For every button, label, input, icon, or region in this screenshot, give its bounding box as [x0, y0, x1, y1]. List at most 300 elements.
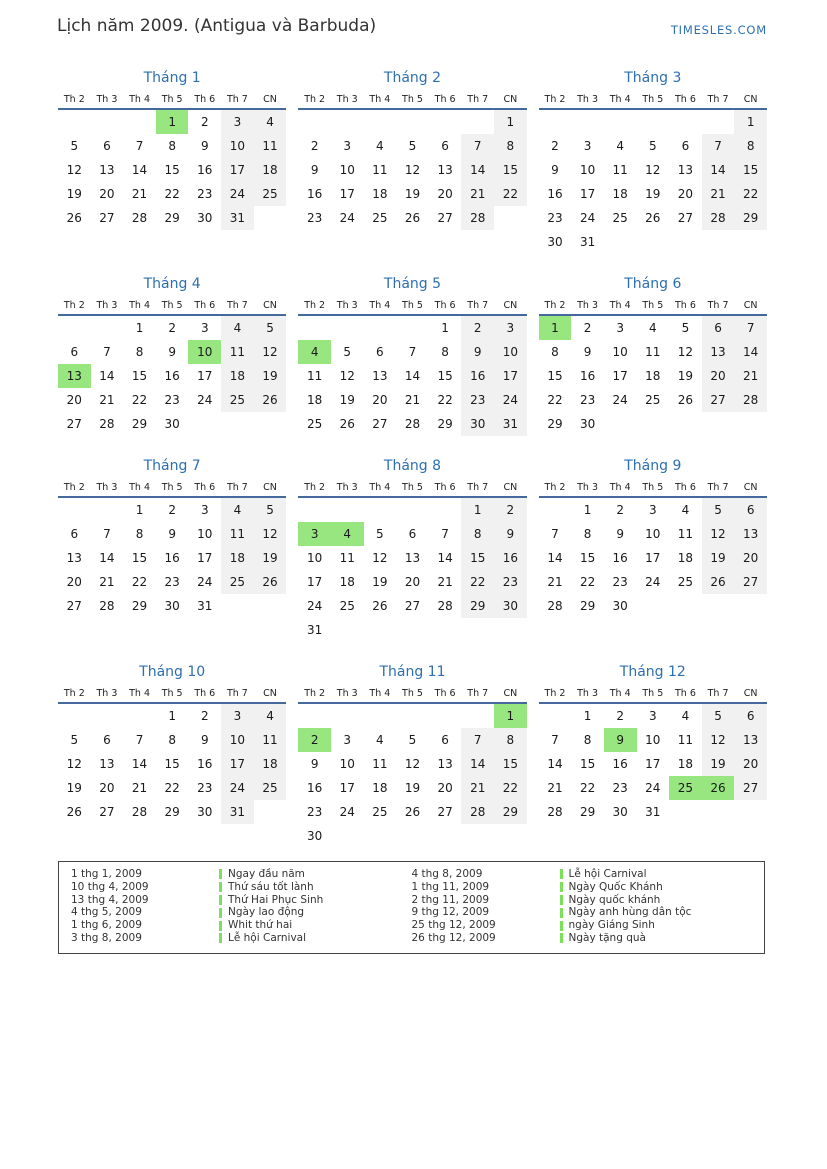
empty-cell	[669, 800, 702, 824]
dow-label: Th 2	[544, 94, 566, 105]
date-cell: 18	[221, 546, 254, 570]
dow-label: Th 2	[63, 300, 85, 311]
date-cell: 12	[339, 369, 355, 383]
date-cell: 7	[103, 345, 111, 359]
holiday-tick-icon	[560, 869, 563, 879]
empty-cell	[461, 110, 494, 134]
date-cell: 18	[221, 364, 254, 388]
holiday-date-cell: 25	[669, 776, 702, 800]
date-cell: 29	[131, 599, 148, 613]
date-cell: 29	[437, 417, 453, 431]
date-cell: 3	[583, 139, 592, 153]
dow-label: Th 5	[161, 688, 183, 699]
month-title[interactable]: Tháng 1	[143, 70, 201, 86]
date-cell: 28	[131, 211, 148, 225]
date-cell: 31	[306, 623, 323, 637]
date-cell: 20	[99, 187, 115, 201]
holiday-tick-icon	[219, 908, 222, 918]
dow-label: Th 6	[194, 300, 216, 311]
date-cell: 8	[583, 733, 592, 747]
date-cell: 24	[612, 393, 628, 407]
date-cell: 16	[306, 781, 323, 795]
dow-label: Th 7	[226, 94, 248, 105]
date-cell: 23	[494, 570, 527, 594]
date-cell: 5	[648, 139, 657, 153]
date-cell: 6	[734, 704, 767, 728]
month-title[interactable]: Tháng 9	[624, 458, 682, 474]
dow-label: Th 5	[402, 688, 423, 699]
date-cell: 17	[339, 187, 355, 201]
empty-cell	[539, 498, 572, 522]
holiday-date-cell: 10	[188, 340, 221, 364]
date-cell: 4	[616, 139, 625, 153]
date-cell: 12	[404, 163, 421, 177]
dow-header-row	[539, 482, 767, 498]
date-cell: 26	[677, 393, 694, 407]
date-cell: 4	[254, 110, 287, 134]
date-cell: 26	[339, 417, 355, 431]
empty-cell	[91, 498, 124, 522]
date-cell: 19	[339, 393, 355, 407]
date-cell: 7	[408, 345, 417, 359]
empty-cell	[429, 618, 462, 642]
empty-cell	[734, 800, 767, 824]
date-cell: 29	[734, 206, 767, 230]
empty-cell	[734, 230, 767, 254]
date-cell: 1	[734, 110, 767, 134]
date-cell: 19	[372, 575, 388, 589]
date-cell: 14	[461, 752, 494, 776]
date-cell: 11	[306, 369, 323, 383]
dow-label: Th 3	[336, 300, 358, 311]
date-cell: 6	[681, 139, 690, 153]
empty-cell	[91, 704, 124, 728]
date-cell: 13	[437, 163, 453, 177]
site-link[interactable]: TIMESLES.COM	[670, 23, 767, 37]
date-cell: 13	[404, 551, 421, 565]
date-cell: 17	[645, 551, 661, 565]
legend-date: 26 thg 12, 2009	[411, 931, 496, 944]
dow-label: Th 6	[674, 300, 696, 311]
date-cell: 30	[164, 417, 180, 431]
legend-row	[412, 894, 753, 907]
empty-cell	[123, 110, 156, 134]
empty-cell	[604, 110, 637, 134]
date-cell: 28	[547, 599, 563, 613]
date-cell: 13	[99, 163, 115, 177]
dates-grid	[58, 316, 286, 436]
dow-label: Th 3	[96, 482, 118, 493]
date-cell: 8	[734, 134, 767, 158]
legend-holiday-name	[219, 894, 412, 907]
date-cell: 29	[164, 805, 180, 819]
date-cell: 14	[99, 551, 115, 565]
date-cell: 27	[702, 388, 735, 412]
date-cell: 4	[221, 316, 254, 340]
empty-cell	[123, 704, 156, 728]
dow-label: CN	[263, 94, 277, 105]
date-cell: 6	[408, 527, 417, 541]
legend-holiday-label: Ngày quốc khánh	[568, 893, 661, 906]
month-title[interactable]: Tháng 5	[383, 276, 442, 292]
date-cell: 23	[306, 211, 323, 225]
date-cell: 11	[645, 345, 661, 359]
date-cell: 8	[168, 733, 176, 747]
holiday-tick-icon	[219, 869, 222, 879]
date-cell: 27	[437, 805, 453, 819]
date-cell: 1	[135, 503, 144, 517]
date-cell: 15	[494, 158, 527, 182]
date-cell: 21	[99, 393, 115, 407]
dow-label: CN	[503, 94, 518, 105]
date-cell: 12	[66, 163, 82, 177]
dow-label: Th 5	[642, 482, 664, 493]
date-cell: 3	[221, 110, 254, 134]
holiday-date-cell: 2	[298, 728, 331, 752]
date-cell: 20	[372, 393, 388, 407]
page-header	[0, 0, 827, 37]
empty-cell	[702, 800, 735, 824]
empty-cell	[58, 110, 91, 134]
dow-label: Th 4	[369, 482, 391, 493]
date-cell: 29	[579, 599, 596, 613]
date-cell: 23	[306, 805, 323, 819]
empty-cell	[254, 594, 287, 618]
legend-date: 1 thg 11, 2009	[411, 880, 490, 893]
date-cell: 11	[221, 340, 254, 364]
month-title[interactable]: Tháng 2	[383, 70, 442, 86]
empty-cell	[571, 110, 604, 134]
date-cell: 30	[197, 211, 213, 225]
date-cell: 19	[702, 752, 735, 776]
date-cell: 12	[404, 757, 421, 771]
date-cell: 21	[404, 393, 421, 407]
legend-holiday-name	[560, 932, 753, 945]
dow-header-row	[539, 94, 767, 110]
dow-label: Th 3	[336, 94, 358, 105]
date-cell: 3	[343, 733, 352, 747]
date-cell: 14	[131, 757, 148, 771]
date-cell: 25	[306, 417, 323, 431]
empty-cell	[734, 594, 767, 618]
date-cell: 14	[437, 551, 453, 565]
dow-label: CN	[263, 300, 277, 311]
month-title[interactable]: Tháng 6	[624, 276, 682, 292]
date-cell: 26	[702, 570, 735, 594]
date-cell: 7	[551, 733, 559, 747]
date-cell: 24	[339, 211, 355, 225]
date-cell: 13	[66, 551, 82, 565]
empty-cell	[396, 316, 429, 340]
date-cell: 24	[645, 781, 661, 795]
date-cell: 6	[376, 345, 384, 359]
dow-label: Th 2	[544, 688, 566, 699]
holiday-tick-icon	[219, 933, 222, 943]
empty-cell	[429, 824, 462, 848]
date-cell: 22	[579, 781, 596, 795]
date-cell: 21	[702, 182, 735, 206]
holiday-tick-icon	[560, 882, 563, 892]
date-cell: 27	[677, 211, 694, 225]
legend-holiday-name	[560, 868, 753, 881]
dow-label: Th 3	[336, 482, 358, 493]
date-cell: 24	[306, 599, 323, 613]
empty-cell	[331, 704, 364, 728]
dow-header-row	[539, 688, 767, 704]
date-cell: 20	[677, 187, 694, 201]
dow-label: CN	[263, 482, 277, 493]
empty-cell	[461, 618, 494, 642]
empty-cell	[298, 316, 331, 340]
date-cell: 20	[404, 575, 421, 589]
legend-date: 1 thg 6, 2009	[71, 919, 142, 932]
legend-date: 25 thg 12, 2009	[411, 919, 496, 932]
month-10	[58, 664, 286, 848]
dow-label: CN	[743, 482, 758, 493]
date-cell: 24	[645, 575, 661, 589]
dow-label: Th 3	[96, 94, 118, 105]
date-cell: 9	[168, 527, 176, 541]
dow-label: Th 3	[577, 300, 599, 311]
empty-cell	[429, 704, 462, 728]
date-cell: 31	[645, 805, 661, 819]
holiday-date-cell: 1	[494, 704, 527, 728]
date-cell: 15	[437, 369, 453, 383]
legend-holiday-label: Ngày tặng quà	[568, 931, 646, 944]
date-cell: 6	[702, 316, 735, 340]
dow-label: Th 5	[402, 300, 423, 311]
date-cell: 23	[461, 388, 494, 412]
date-cell: 10	[494, 340, 527, 364]
date-cell: 10	[339, 163, 355, 177]
date-cell: 27	[99, 211, 115, 225]
holiday-date-cell: 1	[539, 316, 572, 340]
date-cell: 3	[200, 503, 209, 517]
dow-label: Th 7	[707, 300, 729, 311]
empty-cell	[429, 498, 462, 522]
date-cell: 7	[441, 527, 449, 541]
dow-header-row	[298, 482, 526, 498]
date-cell: 12	[677, 345, 694, 359]
date-cell: 18	[339, 575, 355, 589]
date-cell: 27	[404, 599, 421, 613]
month-title[interactable]: Tháng 8	[383, 458, 442, 474]
dates-grid	[58, 110, 286, 230]
date-cell: 6	[103, 733, 111, 747]
date-cell: 24	[221, 182, 254, 206]
empty-cell	[461, 824, 494, 848]
date-cell: 30	[579, 417, 596, 431]
legend-row	[412, 881, 753, 894]
month-title[interactable]: Tháng 12	[619, 664, 686, 680]
dates-grid	[539, 498, 767, 618]
dow-label: Th 3	[336, 688, 358, 699]
date-cell: 30	[612, 599, 628, 613]
empty-cell	[669, 230, 702, 254]
legend-date: 13 thg 4, 2009	[71, 893, 149, 906]
date-cell: 19	[404, 781, 421, 795]
date-cell: 21	[437, 575, 453, 589]
empty-cell	[221, 594, 254, 618]
empty-cell	[396, 110, 429, 134]
date-cell: 7	[734, 316, 767, 340]
empty-cell	[396, 498, 429, 522]
empty-cell	[539, 110, 572, 134]
dow-header-row	[298, 688, 526, 704]
date-cell: 1	[461, 498, 494, 522]
date-cell: 17	[645, 757, 661, 771]
date-cell: 4	[254, 704, 287, 728]
dates-grid	[298, 704, 526, 848]
date-cell: 27	[734, 570, 767, 594]
date-cell: 5	[70, 139, 79, 153]
date-cell: 11	[612, 163, 628, 177]
date-cell: 15	[164, 163, 180, 177]
legend-holiday-label: Ngày Quốc Khánh	[568, 880, 663, 893]
date-cell: 5	[70, 733, 79, 747]
empty-cell	[429, 110, 462, 134]
month-title[interactable]: Tháng 4	[143, 276, 201, 292]
date-cell: 25	[221, 570, 254, 594]
date-cell: 28	[437, 599, 453, 613]
month-title[interactable]: Tháng 10	[139, 664, 206, 680]
month-title[interactable]: Tháng 3	[624, 70, 682, 86]
legend-date: 4 thg 5, 2009	[71, 906, 142, 919]
dow-label: Th 6	[674, 482, 696, 493]
date-cell: 28	[99, 417, 115, 431]
date-cell: 16	[197, 163, 213, 177]
date-cell: 13	[734, 522, 767, 546]
date-cell: 5	[343, 345, 352, 359]
month-2	[298, 70, 526, 254]
date-cell: 5	[702, 498, 735, 522]
empty-cell	[58, 498, 91, 522]
dow-label: Th 7	[467, 94, 489, 105]
date-cell: 26	[645, 211, 661, 225]
dow-label: Th 4	[129, 94, 150, 105]
date-cell: 31	[494, 412, 527, 436]
holiday-tick-icon	[560, 933, 563, 943]
date-cell: 12	[254, 340, 287, 364]
legend-date: 1 thg 1, 2009	[71, 868, 142, 880]
date-cell: 20	[99, 781, 115, 795]
legend-holiday-name	[560, 919, 753, 932]
date-cell: 23	[612, 575, 628, 589]
dow-label: Th 7	[707, 688, 729, 699]
date-cell: 10	[612, 345, 628, 359]
legend-row	[412, 932, 753, 945]
dates-grid	[539, 110, 767, 254]
date-cell: 17	[197, 551, 213, 565]
dow-label: Th 3	[577, 688, 599, 699]
date-cell: 22	[547, 393, 563, 407]
month-3	[539, 70, 767, 254]
dow-label: Th 5	[161, 482, 183, 493]
date-cell: 13	[372, 369, 388, 383]
date-cell: 12	[66, 757, 82, 771]
date-cell: 27	[99, 805, 115, 819]
date-cell: 15	[734, 158, 767, 182]
legend-holiday-name	[219, 906, 412, 919]
date-cell: 18	[677, 757, 694, 771]
month-11	[298, 664, 526, 848]
date-cell: 18	[645, 369, 661, 383]
empty-cell	[188, 412, 221, 436]
date-cell: 25	[372, 805, 388, 819]
date-cell: 27	[437, 211, 453, 225]
date-cell: 2	[616, 503, 625, 517]
month-title[interactable]: Tháng 7	[143, 458, 201, 474]
dow-label: Th 5	[161, 94, 183, 105]
date-cell: 12	[645, 163, 661, 177]
date-cell: 15	[579, 757, 596, 771]
date-cell: 8	[135, 527, 144, 541]
dow-label: CN	[743, 94, 758, 105]
date-cell: 22	[164, 187, 180, 201]
holiday-date-cell: 3	[298, 522, 331, 546]
date-cell: 6	[441, 139, 449, 153]
dow-label: Th 5	[402, 94, 423, 105]
date-cell: 10	[339, 757, 355, 771]
date-cell: 22	[164, 781, 180, 795]
date-cell: 26	[404, 805, 421, 819]
empty-cell	[364, 824, 397, 848]
date-cell: 27	[734, 776, 767, 800]
legend-holiday-label: Thứ sáu tốt lành	[228, 880, 314, 893]
empty-cell	[669, 110, 702, 134]
date-cell: 20	[702, 364, 735, 388]
month-12	[539, 664, 767, 848]
legend-row	[412, 919, 753, 932]
date-cell: 26	[254, 388, 287, 412]
dow-label: Th 3	[96, 688, 118, 699]
date-cell: 1	[168, 709, 176, 723]
empty-cell	[669, 412, 702, 436]
date-cell: 28	[547, 805, 563, 819]
empty-cell	[494, 824, 527, 848]
empty-cell	[91, 110, 124, 134]
date-cell: 1	[494, 110, 527, 134]
empty-cell	[604, 412, 637, 436]
dow-label: Th 2	[63, 482, 85, 493]
holiday-tick-icon	[219, 895, 222, 905]
date-cell: 25	[677, 575, 694, 589]
date-cell: 2	[583, 321, 592, 335]
date-cell: 14	[404, 369, 421, 383]
date-cell: 25	[612, 211, 628, 225]
legend-holiday-name	[219, 868, 412, 881]
date-cell: 11	[339, 551, 355, 565]
date-cell: 8	[551, 345, 559, 359]
empty-cell	[396, 618, 429, 642]
dow-label: Th 2	[63, 94, 85, 105]
empty-cell	[494, 206, 527, 230]
date-cell: 2	[310, 139, 319, 153]
date-cell: 19	[404, 187, 421, 201]
date-cell: 20	[66, 575, 82, 589]
dates-grid	[58, 498, 286, 618]
month-5	[298, 276, 526, 436]
dow-label: Th 7	[707, 482, 729, 493]
date-cell: 10	[645, 733, 661, 747]
date-cell: 9	[494, 522, 527, 546]
empty-cell	[637, 594, 670, 618]
dow-label: Th 5	[161, 300, 183, 311]
month-title[interactable]: Tháng 11	[379, 664, 446, 680]
date-cell: 5	[681, 321, 690, 335]
date-cell: 21	[547, 575, 563, 589]
date-cell: 31	[197, 599, 213, 613]
